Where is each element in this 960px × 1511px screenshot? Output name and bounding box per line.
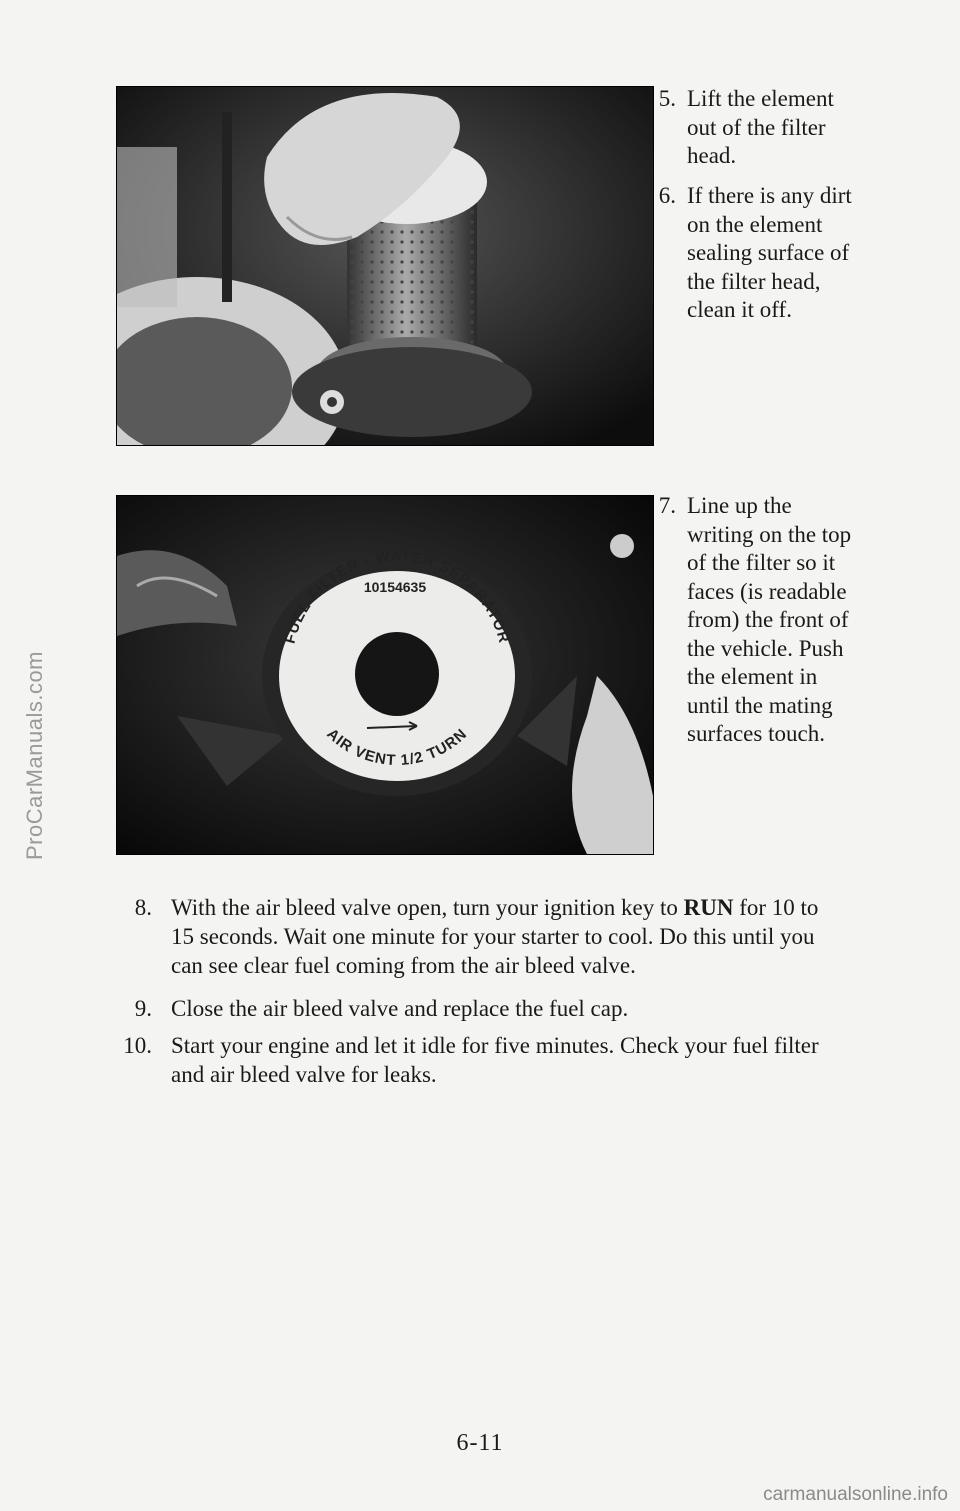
step-number: 9. xyxy=(134,996,152,1021)
step-line: writing on the top xyxy=(687,521,852,547)
step-number: 5. xyxy=(658,86,676,111)
step-line: surfaces touch. xyxy=(687,721,825,746)
step-line: on the element xyxy=(687,211,823,237)
photo-filter-top xyxy=(116,495,654,855)
step-line: out of the filter xyxy=(687,114,826,140)
run-keyword: RUN xyxy=(683,895,734,920)
step-line: and air bleed valve for leaks. xyxy=(171,1062,437,1087)
step-line: 15 seconds. Wait one minute for your starter to cool. Do this until you xyxy=(171,924,815,949)
footer-watermark: carmanualsonline.info xyxy=(763,1484,948,1505)
step-line: Lift the element xyxy=(687,86,834,111)
step-line: the filter head, xyxy=(687,268,821,294)
step-8-line1-pre: With the air bleed valve open, turn your ignition key to xyxy=(171,895,684,920)
photo-2-part-number: 10154635 xyxy=(363,579,427,595)
photo-lift-element xyxy=(116,86,654,446)
step-text: Close the air bleed valve and replace the fuel cap. xyxy=(171,996,629,1021)
step-line: of the filter so it xyxy=(687,550,836,575)
step-number: 8. xyxy=(134,895,152,920)
step-text xyxy=(687,492,851,749)
step-line: the element in xyxy=(687,664,818,689)
step-number: 7. xyxy=(658,493,676,518)
photo-lift-element-image xyxy=(117,87,653,445)
step-line xyxy=(171,893,931,922)
step-line: sealing surface of xyxy=(687,240,850,265)
step-number: 6. xyxy=(658,183,676,208)
step-line: clean it off. xyxy=(687,297,792,322)
step-line: from) the front of xyxy=(687,607,849,632)
page-number: 6-11 xyxy=(456,1430,504,1456)
step-text xyxy=(171,893,931,980)
step-text xyxy=(687,85,834,171)
side-watermark: ProCarManuals.com xyxy=(22,650,47,860)
step-line: faces (is readable xyxy=(687,578,847,604)
step-text xyxy=(171,1031,931,1089)
step-line: head. xyxy=(687,143,737,168)
photo-filter-top-image xyxy=(117,496,653,854)
step-8-line1-post: for 10 to xyxy=(733,895,819,920)
step-line: can see clear fuel coming from the air bleed valve. xyxy=(171,953,636,978)
step-line: Start your engine and let it idle for five minutes. Check your fuel filter xyxy=(171,1033,819,1058)
svg-text:FUEL FILTER - WATER SEPARATOR: FUEL FILTER - WATER SEPARATOR xyxy=(281,547,513,646)
step-line: If there is any dirt xyxy=(687,183,852,208)
step-text xyxy=(687,182,852,325)
step-number: 10. xyxy=(123,1033,152,1058)
step-line: Line up the xyxy=(687,493,792,518)
step-line: until the mating xyxy=(687,692,833,718)
step-line: the vehicle. Push xyxy=(687,635,844,661)
svg-text:AIR VENT 1/2 TURN: AIR VENT 1/2 TURN xyxy=(323,725,471,770)
